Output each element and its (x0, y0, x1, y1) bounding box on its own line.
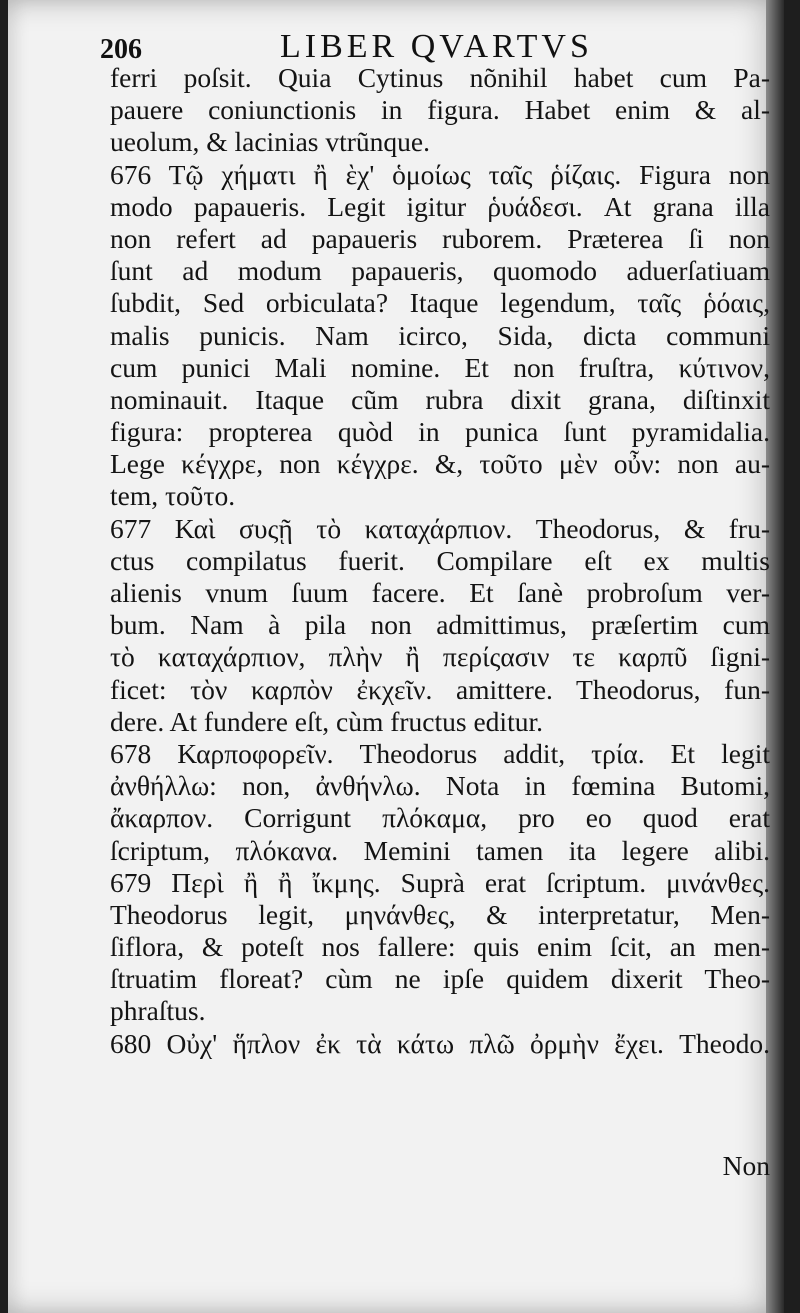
text-line: ficet: τὸν καρπὸν ἐκχεῖν. amittere. Theodorus, fun- (110, 673, 770, 705)
text-line: ſubdit, Sed orbiculata? Itaque legendum, ταῖς ῥόαις, (110, 287, 770, 319)
text-line: ſtruatim floreat? cùm ne ipſe quidem dixerit Theo- (110, 963, 770, 995)
text-line: ueolum, & lacinias vtrũnque. (110, 126, 430, 158)
text-line: nominauit. Itaque cũm rubra dixit grana, diſtinxit (110, 383, 770, 415)
text-line: figura: propterea quòd in punica ſunt pyramidalia. (110, 416, 770, 448)
text-line: ἀνθήλλω: non, ἀνθήνλω. Nota in fœmina Butomi, (110, 770, 770, 802)
text-line: 680 Οὐχ' ἥπλον ἐκ τὰ κάτω πλῶ ὀρμὴν ἔχει. Theodo. (110, 1027, 770, 1059)
text-line: modo papaueris. Legit igitur ῥυάδεσι. At grana illa (110, 190, 770, 222)
text-line: 677 Καὶ συςῇ τὸ καταχάρπιον. Theodorus, & fru- (110, 512, 770, 544)
running-title: LIBER QVARTVS (280, 28, 593, 65)
text-line: pauere coniunctionis in figura. Habet enim & al- (110, 94, 770, 126)
text-line: phraſtus. (110, 995, 206, 1027)
text-line: ctus compilatus fuerit. Compilare eſt ex multis (110, 544, 770, 576)
text-line: ferri poſsit. Quia Cytinus nõnihil habet cum Pa- (110, 62, 770, 93)
text-line: ἄκαρπον. Corrigunt πλόκαμα, pro eo quod erat (110, 802, 770, 834)
page-number: 206 (100, 34, 142, 65)
text-line: τὸ καταχάρπιον, πλὴν ἢ περίςασιν τε καρπῦ ſigni- (110, 641, 770, 673)
text-line: ſcriptum, πλόκανα. Memini tamen ita legere alibi. (110, 834, 770, 866)
text-line: tem, τοῦτο. (110, 480, 236, 512)
text-line: 678 Καρποφορεῖν. Theodorus addit, τρία. Et legit (110, 737, 770, 769)
text-line: ſiflora, & poteſt nos fallere: quis enim ſcit, an men- (110, 931, 770, 963)
text-line: ſunt ad modum papaueris, quomodo aduerſatiuam (110, 255, 770, 287)
body-text (110, 62, 770, 1060)
text-line: Theodorus legit, μηνάνθες, & interpretatur, Men- (110, 898, 770, 930)
catchword: Non (722, 1150, 770, 1181)
text-line: Lege κέγχρε, non κέγχρε. &, τοῦτο μὲν οὖν: non au- (110, 448, 770, 480)
text-line: malis punicis. Nam icirco, Sida, dicta communi (110, 319, 770, 351)
text-line: 679 Περὶ ἢ ἢ ἴκμης. Suprà erat ſcriptum. μινάνθες. (110, 866, 770, 898)
text-line: alienis vnum ſuum facere. Et ſanè probroſum ver- (110, 577, 770, 608)
text-line: cum punici Mali nomine. Et non fruſtra, κύτινον, (110, 351, 770, 383)
text-line: non refert ad papaueris ruborem. Præterea ſi non (110, 222, 770, 254)
text-line: 676 Τῷ χήματι ἢ ὲχ' ὁμοίως ταῖς ῥίζαις. Figura non (110, 158, 770, 190)
book-page (8, 0, 784, 1313)
text-line: dere. At fundere eſt, cùm fructus editur. (110, 705, 543, 737)
text-line: bum. Nam à pila non admittimus, præſertim cum (110, 609, 770, 641)
